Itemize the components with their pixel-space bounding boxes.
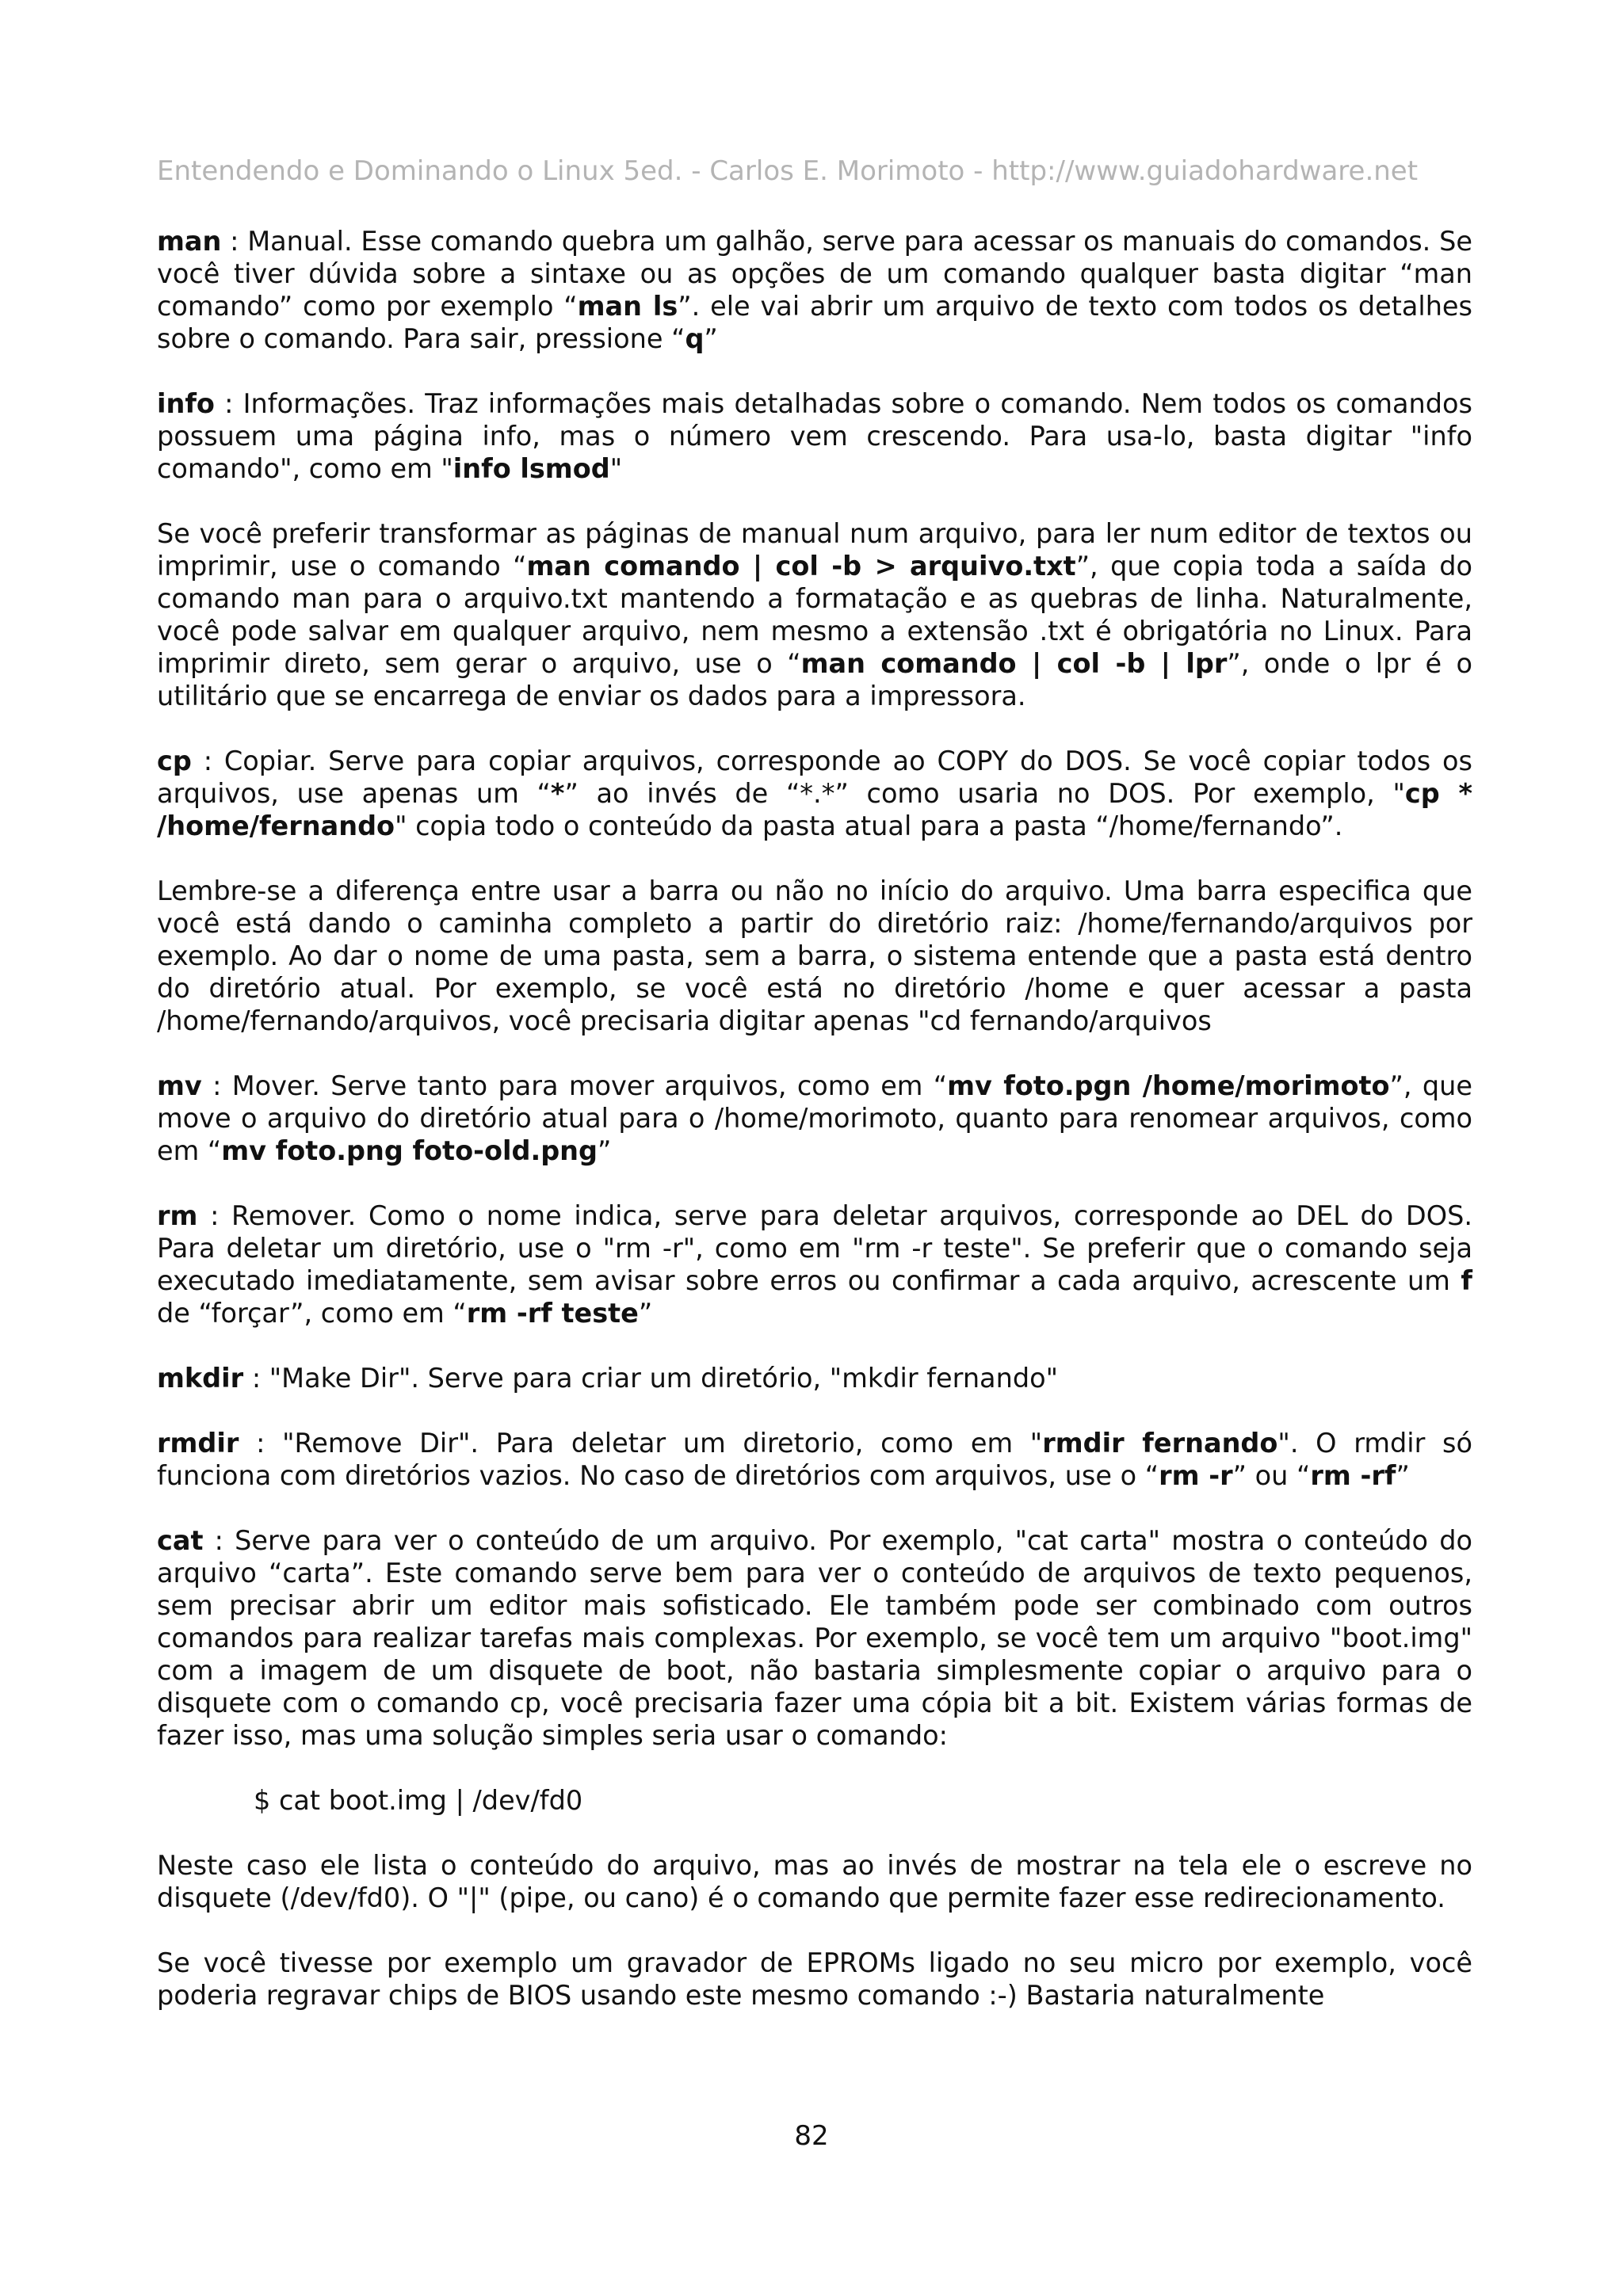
command-term: rmdir fernando (1042, 1428, 1278, 1459)
page-body (157, 225, 1472, 2012)
command-term: q (685, 323, 705, 354)
command-term: man ls (577, 291, 678, 322)
text-run: : Mover. Serve tanto para mover arquivos, como em “ (201, 1070, 948, 1101)
body-paragraph (157, 1427, 1472, 1492)
text-run: Se você preferir transformar as páginas de manual num arquivo, para ler num editor de textos ou imprimir, use o comando “ (157, 518, 1472, 582)
text-run: ". O rmdir só funciona com diretórios vazios. No caso de diretórios com arquivos, use o “ (157, 1428, 1472, 1491)
body-paragraph (157, 517, 1472, 712)
command-term: cat (157, 1525, 204, 1556)
text-run: ” (638, 1298, 653, 1329)
text-run: Neste caso ele lista o conteúdo do arquivo, mas ao invés de mostrar na tela ele o escreve no disquete (/dev/fd0). O "|" (pipe, ou cano) é o comando que permite fazer esse redirecionamento. (157, 1850, 1472, 1913)
body-paragraph (157, 1362, 1472, 1394)
text-run: : Copiar. Serve para copiar arquivos, corresponde ao COPY do DOS. Se você copiar todos os arquivos, use apenas um “ (157, 746, 1472, 809)
code-example (157, 1784, 1472, 1817)
command-term: rm -rf teste (466, 1298, 639, 1329)
text-run: : Remover. Como o nome indica, serve para deletar arquivos, corresponde ao DEL do DOS. Para deletar um diretório, use o "rm -r", como em "rm -r teste". Se preferir que o comando seja executado imediatamente, sem avisar sobre erros ou confirmar a cada arquivo, acrescente um (157, 1200, 1472, 1296)
command-term: mkdir (157, 1363, 244, 1394)
text-run: ” (598, 1135, 612, 1166)
text-run: ”, que move o arquivo do diretório atual para o /home/morimoto, quanto para renomear arquivos, como em “ (157, 1070, 1472, 1166)
command-term: man comando | col -b > arquivo.txt (526, 551, 1076, 582)
command-term: mv foto.png foto-old.png (221, 1135, 598, 1166)
command-term: man (157, 226, 222, 257)
body-paragraph (157, 1947, 1472, 2012)
running-header: Entendendo e Dominando o Linux 5ed. - Carlos E. Morimoto - http://www.guiadohardware.net (157, 155, 1419, 187)
body-paragraph (157, 387, 1472, 485)
text-run: Se você tivesse por exemplo um gravador de EPROMs ligado no seu micro por exemplo, você poderia regravar chips de BIOS usando este mesmo comando :-) Bastaria naturalmente (157, 1947, 1472, 2011)
command-term: cp * /home/fernando (157, 778, 1472, 841)
text-run: Lembre-se a diferença entre usar a barra ou não no início do arquivo. Uma barra especifica que você está dando o caminha completo a partir do diretório raiz: /home/fernando/arquivos por exemplo. Ao dar o nome de uma pasta, sem a barra, o sistema entende que a pasta está dentro do diretório atual. Por exemplo, se você está no diretório /home e quer acessar a pasta /home/fernando/arquivos, você precisaria digitar apenas "cd fernando/arquivos (157, 875, 1472, 1036)
body-paragraph (157, 1849, 1472, 1914)
text-run: : "Make Dir". Serve para criar um diretório, "mkdir fernando" (243, 1363, 1058, 1394)
text-run: " copia todo o conteúdo da pasta atual para a pasta “/home/fernando”. (395, 810, 1343, 841)
body-paragraph (157, 745, 1472, 842)
body-paragraph (157, 1070, 1472, 1167)
command-term: rm -rf (1310, 1460, 1396, 1491)
command-term: man comando | col -b | lpr (800, 648, 1228, 679)
text-run: ” (704, 323, 718, 354)
page-number: 82 (794, 2120, 829, 2152)
body-paragraph (157, 1524, 1472, 1752)
command-term: f (1461, 1265, 1472, 1296)
text-run: $ cat boot.img | /dev/fd0 (254, 1785, 583, 1816)
text-run: : Informações. Traz informações mais detalhadas sobre o comando. Nem todos os comandos possuem uma página info, mas o número vem crescendo. Para usa-lo, basta digitar "info comando", como em " (157, 388, 1472, 484)
body-paragraph (157, 1199, 1472, 1329)
command-term: rmdir (157, 1428, 239, 1459)
command-term: rm (157, 1200, 198, 1231)
text-run: : "Remove Dir". Para deletar um diretorio, como em " (239, 1428, 1043, 1459)
text-run: ”, que copia toda a saída do comando man para o arquivo.txt mantendo a formatação e as quebras de linha. Naturalmente, você pode salvar em qualquer arquivo, nem mesmo a extensão .txt é obrigatória no Linux. Para imprimir direto, sem gerar o arquivo, use o “ (157, 551, 1472, 679)
command-term: rm -r (1159, 1460, 1233, 1491)
command-term: info lsmod (453, 453, 610, 484)
text-run: ”, onde o lpr é o utilitário que se encarrega de enviar os dados para a impressora. (157, 648, 1472, 711)
text-run: : Manual. Esse comando quebra um galhão, serve para acessar os manuais do comandos. Se você tiver dúvida sobre a sintaxe ou as opções de um comando qualquer basta digitar “man comando” como por exemplo “ (157, 226, 1472, 322)
command-term: info (157, 388, 215, 419)
body-paragraph (157, 875, 1472, 1037)
text-run: " (609, 453, 623, 484)
text-run: ” (1396, 1460, 1410, 1491)
command-term: mv foto.pgn /home/morimoto (947, 1070, 1390, 1101)
text-run: ”. ele vai abrir um arquivo de texto com todos os detalhes sobre o comando. Para sair, pressione “ (157, 291, 1472, 354)
text-run: ” ou “ (1232, 1460, 1311, 1491)
text-run: ” ao invés de “*.*” como usaria no DOS. Por exemplo, " (564, 778, 1405, 809)
text-run: de “forçar”, como em “ (157, 1298, 467, 1329)
command-term: * (550, 778, 565, 809)
command-term: cp (157, 746, 192, 776)
text-run: : Serve para ver o conteúdo de um arquivo. Por exemplo, "cat carta" mostra o conteúdo do arquivo “carta”. Este comando serve bem para ver o conteúdo de arquivos de texto pequenos, sem precisar abrir um editor mais sofisticado. Ele também pode ser combinado com outros comandos para realizar tarefas mais complexas. Por exemplo, se você tem um arquivo "boot.img" com a imagem de um disquete de boot, não bastaria simplesmente copiar o arquivo para o disquete com o comando cp, você precisaria fazer uma cópia bit a bit. Existem várias formas de fazer isso, mas uma solução simples seria usar o comando: (157, 1525, 1472, 1751)
body-paragraph (157, 225, 1472, 355)
command-term: mv (157, 1070, 202, 1101)
